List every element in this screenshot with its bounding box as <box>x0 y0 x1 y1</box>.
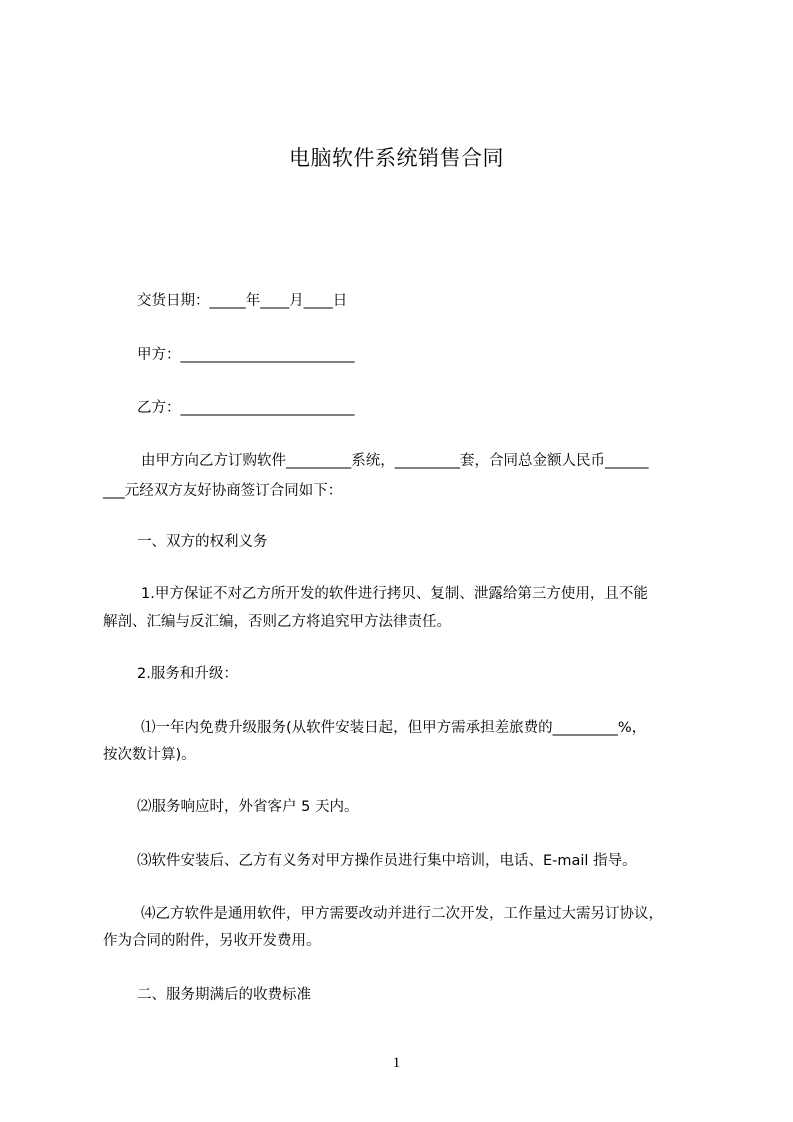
intro-line-2: ___元经双方友好协商签订合同如下： <box>103 483 343 499</box>
item-1-line-2: 按次数计算)。 <box>103 747 196 763</box>
clause-1-line-2: 解剖、汇编与反汇编，否则乙方将追究甲方法律责任。 <box>103 614 451 630</box>
intro-line-1: 由甲方向乙方订购软件_________系统，_________套，合同总金额人民币______ <box>141 453 649 469</box>
section-1-heading: 一、双方的权利义务 <box>137 534 268 550</box>
clause-1-line-1: 1.甲方保证不对乙方所开发的软件进行拷贝、复制、泄露给第三方使用，且不能 <box>141 586 648 602</box>
party-a-line: 甲方：________________________ <box>137 347 355 363</box>
clause-2-heading: 2.服务和升级： <box>137 666 238 682</box>
delivery-date-line: 交货日期：_____年____月____日 <box>137 293 348 309</box>
item-4-line-1: ⑷乙方软件是通用软件，甲方需要改动并进行二次开发，工作量过大需另订协议， <box>141 906 663 922</box>
party-b-line: 乙方：________________________ <box>137 400 355 416</box>
section-2-heading: 二、服务期满后的收费标准 <box>137 987 311 1003</box>
item-4-line-2: 作为合同的附件，另收开发费用。 <box>103 933 321 949</box>
item-3-line: ⑶软件安装后、乙方有义务对甲方操作员进行集中培训，电话、E-mail 指导。 <box>137 853 637 869</box>
item-1-line-1: ⑴一年内免费升级服务(从软件安装日起，但甲方需承担差旅费的_________%， <box>141 720 647 736</box>
item-2-line: ⑵服务响应时，外省客户 5 天内。 <box>137 799 359 815</box>
document-title: 电脑软件系统销售合同 <box>289 146 504 170</box>
page-number: 1 <box>392 1055 401 1071</box>
